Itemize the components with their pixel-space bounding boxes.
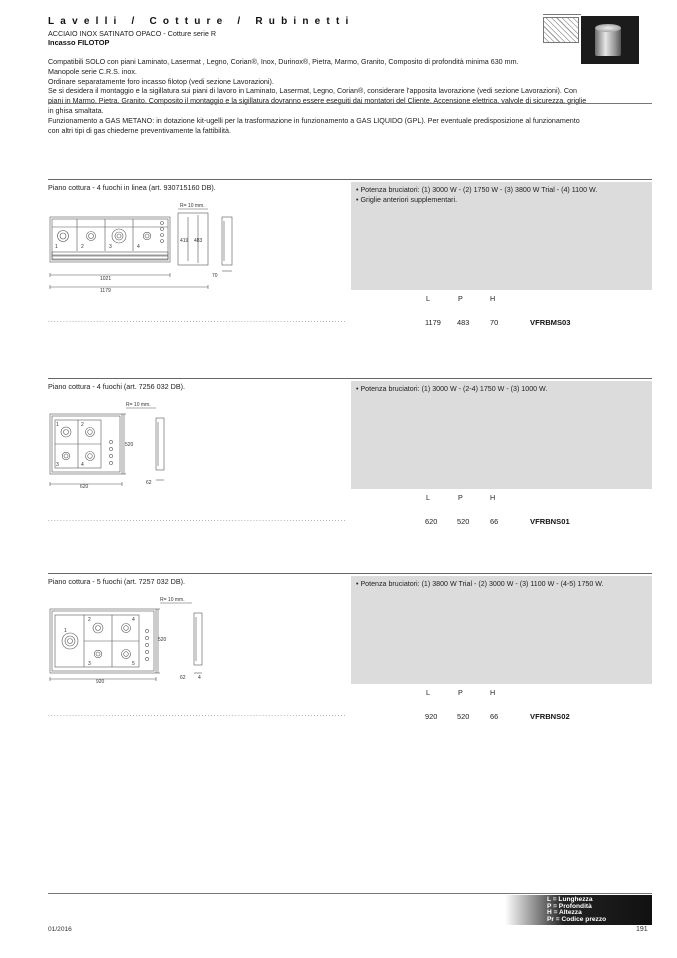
legend-box — [505, 895, 652, 925]
technical-drawing — [48, 400, 178, 492]
value-p: 483 — [457, 318, 470, 327]
spec-line: • Griglie anteriori supplementari. — [356, 195, 458, 204]
col-p: P — [458, 493, 463, 502]
value-l: 1179 — [425, 318, 441, 327]
legend-item: Pr = Codice prezzo — [547, 916, 607, 924]
series-subtitle: ACCIAIO INOX SATINATO OPACO - Cotture serie R — [48, 29, 217, 38]
technical-drawing — [48, 201, 248, 296]
value-p: 520 — [457, 517, 470, 526]
radius-label: R= 10 mm. — [160, 597, 185, 603]
dim-label: 1179 — [100, 288, 111, 294]
spec-box — [351, 576, 652, 684]
burner-number: 3 — [56, 462, 59, 468]
radius-label: R= 10 mm. — [126, 402, 151, 408]
burner-number: 2 — [88, 617, 91, 623]
col-p: P — [458, 688, 463, 697]
burner-number: 3 — [88, 661, 91, 667]
legend-item: P = Profondità — [547, 902, 592, 910]
burner-number: 2 — [81, 244, 84, 250]
spec-line: • Potenza bruciatori: (1) 3800 W Trial - (2) 3000 W - (3) 1100 W - (4-5) 1750 W. — [356, 580, 604, 588]
burner-number: 4 — [132, 617, 135, 623]
col-l: L — [426, 493, 430, 502]
divider — [48, 573, 652, 574]
divider — [48, 378, 652, 379]
col-p: P — [458, 294, 463, 303]
radius-label: R= 10 mm. — [180, 203, 205, 209]
dim-label: 520 — [125, 442, 134, 448]
flush-mount-hatch-icon — [543, 17, 579, 43]
product-code: VFRBNS01 — [530, 517, 570, 526]
spec-box — [351, 381, 652, 489]
dim-label: 1021 — [100, 276, 112, 282]
burner-number: 2 — [81, 422, 84, 428]
intro-line: Se si desidera il montaggio e la sigillatura sui piani di lavoro in Laminato, Lasermat, Legno, Corian®, considerare l'apposita lavorazione (vedi sezione Lavorazioni). Con piani in Marmo, Pietra, Granito, Composito il montaggio e la sigillatura dovranno essere eseguiti dai montatori del Cliente. Accensione elettrica, valvole di sicurezza, griglie in ghisa smaltata. — [48, 87, 587, 115]
dim-label: 419 — [180, 238, 189, 244]
footer-date: 01/2016 — [48, 926, 72, 933]
divider — [48, 893, 652, 894]
legend-item: H = Altezza — [547, 909, 582, 917]
burner-number: 1 — [56, 422, 59, 428]
dim-label: 920 — [96, 679, 105, 685]
divider — [48, 179, 652, 180]
dim-label: 62 — [180, 675, 186, 681]
burner-number: 4 — [81, 462, 84, 468]
burner-number: 4 — [137, 244, 140, 250]
burner-number: 1 — [64, 628, 67, 634]
page-title: Lavelli / Cotture / Rubinetti — [48, 16, 355, 27]
dim-label: 620 — [80, 484, 89, 490]
legend-item: L = Lunghezza — [547, 896, 593, 903]
col-h: H — [490, 493, 496, 502]
value-h: 66 — [490, 712, 499, 721]
col-l: L — [426, 294, 430, 303]
intro-line: Manopole serie C.R.S. inox. — [48, 67, 137, 76]
page-number: 191 — [636, 926, 648, 933]
value-p: 520 — [457, 712, 470, 721]
spec-line: • Potenza bruciatori: (1) 3000 W - (2) 1750 W - (3) 3800 W Trial - (4) 1100 W. — [356, 186, 598, 194]
col-h: H — [490, 688, 496, 697]
product-code: VFRBNS02 — [530, 712, 570, 721]
value-l: 620 — [425, 517, 438, 526]
category-subtitle: Incasso FILOTOP — [48, 38, 110, 47]
technical-drawing — [48, 595, 218, 687]
dim-label: 520 — [158, 637, 167, 643]
dim-label: 483 — [194, 238, 203, 244]
intro-line: Ordinare separatamente foro incasso filotop (vedi sezione Lavorazioni). — [48, 77, 274, 86]
product-title: Piano cottura - 4 fuochi (art. 7256 032 DB). — [48, 382, 186, 391]
intro-line: Compatibili SOLO con piani Laminato, Lasermat , Legno, Corian®, Inox, Durinox®, Pietra, Marmo, Granito, Composito di profondità minima 630 mm. — [48, 58, 519, 66]
product-title: Piano cottura - 4 fuochi in linea (art. 930715160 DB). — [48, 183, 216, 192]
leader-dots: ................................................................................................... — [48, 318, 347, 324]
value-h: 66 — [490, 517, 499, 526]
intro-line: Funzionamento a GAS METANO: in dotazione kit-ugelli per la trasformazione in funzionamento a GAS LIQUIDO (GPL). Per eventuale predisposizione al funzionamento con altri tipi di gas chiederne preventivamente la fattibilità. — [48, 116, 580, 135]
product-code: VFRBMS03 — [530, 318, 571, 327]
spec-line: • Potenza bruciatori: (1) 3000 W - (2-4) 1750 W - (3) 1000 W. — [356, 385, 548, 393]
col-h: H — [490, 294, 496, 303]
knob-photo — [581, 16, 639, 64]
intro-text — [48, 58, 588, 136]
product-title: Piano cottura - 5 fuochi (art. 7257 032 DB). — [48, 577, 186, 586]
value-h: 70 — [490, 318, 499, 327]
dim-label: 62 — [146, 480, 152, 486]
burner-number: 3 — [109, 244, 112, 250]
col-l: L — [426, 688, 430, 697]
divider — [48, 103, 652, 104]
burner-number: 1 — [55, 244, 58, 250]
value-l: 920 — [425, 712, 438, 721]
burner-number: 5 — [132, 661, 135, 667]
leader-dots: ................................................................................................... — [48, 712, 347, 718]
leader-dots: ................................................................................................... — [48, 517, 347, 523]
spec-box — [351, 182, 652, 290]
dim-label: 4 — [198, 675, 201, 681]
dim-label: 70 — [212, 273, 218, 279]
